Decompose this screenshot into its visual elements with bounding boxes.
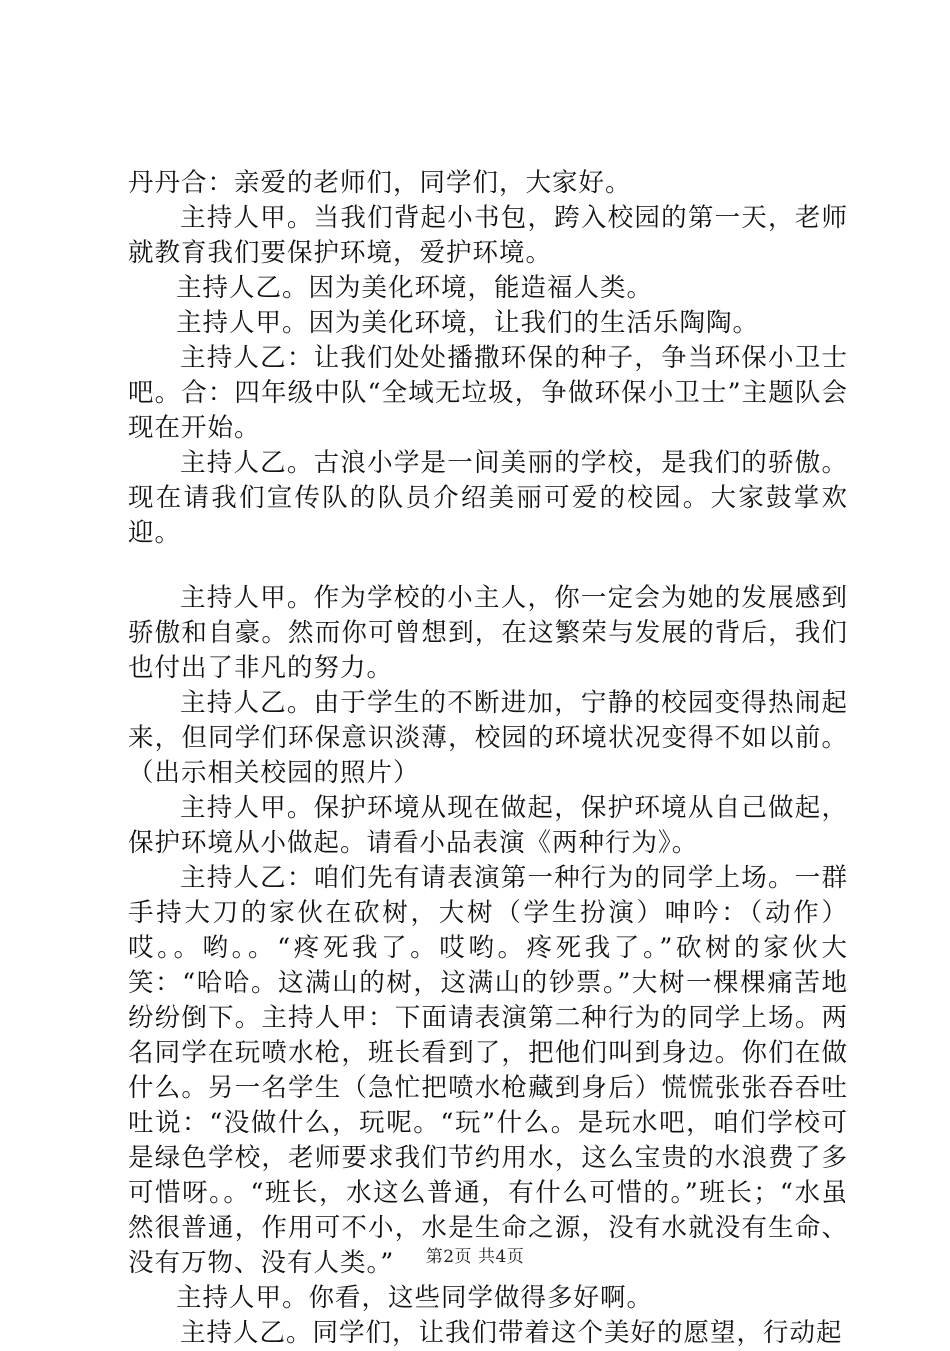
paragraph-host-a-skit: 主持人甲。保护环境从现在做起，保护环境从自己做起，保护环境从小做起。请看小品表演《两种行为》。 [128,793,848,858]
paragraph-host-b-students: 主持人乙。由于学生的不断进加，宁静的校园变得热闹起来，但同学们环保意识淡薄，校园的环境状况变得不如以前。（出示相关校园的照片） [128,688,848,788]
paragraph-host-b-open: 主持人乙：让我们处处播撒环保的种子，争当环保小卫士吧。合：四年级中队“全域无垃圾，争做环保小卫士”主题队会现在开始。 [128,343,848,443]
paragraph-host-a-pride: 主持人甲。作为学校的小主人，你一定会为她的发展感到骄傲和自豪。然而你可曾想到，在这繁荣与发展的背后，我们也付出了非凡的努力。 [128,583,848,683]
paragraph-host-a-praise: 主持人甲。你看，这些同学做得多好啊。 [176,1283,654,1313]
document-body [128,166,848,1351]
paragraph-host-b-action: 主持人乙。同学们，让我们带着这个美好的愿望，行动起 [180,1318,843,1348]
paragraph-host-a-intro: 主持人甲。当我们背起小书包，跨入校园的第一天，老师就教育我们要保护环境，爱护环境。 [128,203,848,268]
paragraph-greeting: 丹丹合：亲爱的老师们，同学们，大家好。 [128,168,632,198]
paragraph-host-b-performance: 主持人乙：咱们先有请表演第一种行为的同学上场。一群手持大刀的家伙在砍树，大树（学生扮演）呻吟：（动作）哎。。哟。。“疼死我了。哎哟。疼死我了。”砍树的家伙大笑：“哈哈。这满山的树，这满山的钞票。”大树一棵棵痛苦地纷纷倒下。主持人甲：下面请表演第二种行为的同学上场。两名同学在玩喷水枪，班长看到了，把他们叫到身边。你们在做什么。另一名学生（急忙把喷水枪藏到身后）慌慌张张吞吞吐吐说：“没做什么，玩呢。“玩”什么。是玩水吧，咱们学校可是绿色学校，老师要求我们节约用水，这么宝贵的水浪费了多可惜呀。。“班长，水这么普通，有什么可惜的。”班长；“水虽然很普通，作用可不小，水是生命之源，没有水就没有生命、没有万物、没有人类。” [128,863,848,1278]
paragraph-host-b-benefit: 主持人乙。因为美化环境，能造福人类。 [176,273,654,303]
page-footer: 第2页 共4页 [425,1247,525,1267]
paragraph-host-b-school: 主持人乙。古浪小学是一间美丽的学校，是我们的骄傲。现在请我们宣传队的队员介绍美丽可爱的校园。大家鼓掌欢迎。 [128,448,848,548]
paragraph-host-a-life: 主持人甲。因为美化环境，让我们的生活乐陶陶。 [176,308,760,338]
